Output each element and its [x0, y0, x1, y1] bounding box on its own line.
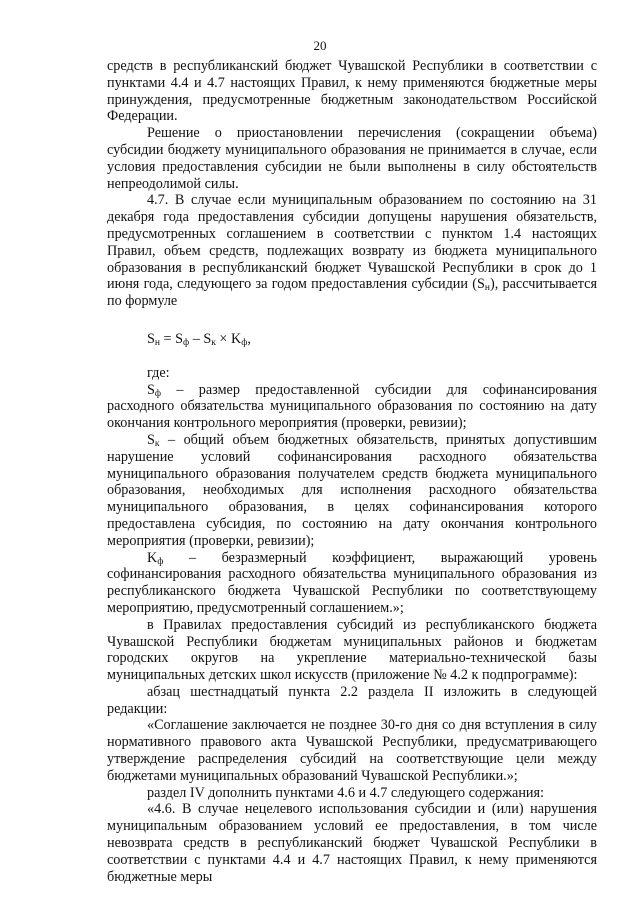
formula: $S_н = S_ф - S_к \times K_ф$,	[147, 330, 251, 348]
paragraph: Решение о приостановлении перечисления (сокращении объема) субсидии бюджету муниципального образования не принимается в случае, если условия предоставления субсидии не были выполнены в силу обстоятельств непреодолимой силы.	[107, 125, 597, 192]
paragraph-4-7: 4.7. В случае если муниципальным образованием по состоянию на 31 декабря года предоставления субсидии допущены нарушения обязательств, предусмотренных соглашением в соответствии с пунктом 1.4 настоящих Правил, объем средств, подлежащих возврату из бюджета муниципального образования в республиканский бюджет Чувашской Республики в срок до 1 июня года, следующего за годом предоставления субсидии $(S_н)$, рассчитывается по формуле	[107, 192, 597, 310]
paragraph: раздел IV дополнить пунктами 4.6 и 4.7 следующего содержания:	[147, 784, 544, 801]
paragraph: «Соглашение заключается не позднее 30-го дня со дня вступления в силу нормативного правового акта Чувашской Республики, предусматривающего утверждение распределения субсидий на соответствующие цели между бюджетами муниципальных образований Чувашской Республики.»;	[107, 717, 597, 784]
paragraph: абзац шестнадцатый пункта 2.2 раздела II изложить в следующей редакции:	[107, 683, 597, 717]
paragraph: средств в республиканский бюджет Чувашской Республики в соответствии с пунктами 4.4 и 4.7 настоящих Правил, к нему применяются бюджетные меры принуждения, предусмотренные бюджетным законодательством Российской Федерации.	[107, 58, 597, 125]
document-body	[107, 58, 597, 885]
definition-sf: $S_ф$ – размер предоставленной субсидии для софинансирования расходного обязательства муниципального образования по состоянию на дату окончания контрольного мероприятия (проверки, ревизии);	[107, 381, 597, 432]
definition-sk: $S_к$ – общий объем бюджетных обязательств, принятых допустившим нарушение условий софинансирования расходного обязательства муниципального образования получателем средств бюджета муниципального образования, необходимых для исполнения расходного обязательства муниципального образования, в целях софинансирования которого предоставлена субсидия, по состоянию на дату окончания контрольного мероприятия (проверки, ревизии);	[107, 431, 597, 549]
page-number: 20	[313, 38, 327, 53]
paragraph: где:	[147, 364, 170, 381]
paragraph: в Правилах предоставления субсидий из республиканского бюджета Чувашской Республики бюджетам муниципальных районов и бюджетам городских округов на укрепление материально-технической базы муниципальных детских школ искусств (приложение № 4.2 к подпрограмме):	[107, 616, 597, 684]
definition-kf: $K_ф$ – безразмерный коэффициент, выражающий уровень софинансирования расходного обязательства муниципального образования из республиканского бюджета Чувашской Республики по соответствующему мероприятию, предусмотренный соглашением.»;	[107, 549, 597, 616]
paragraph: «4.6. В случае нецелевого использования субсидии и (или) нарушения муниципальным образованием условий ее предоставления, в том числе невозврата средств в республиканский бюджет Чувашской Республики в соответствии с пунктами 4.4 и 4.7 настоящих Правил, к нему применяются бюджетные меры	[107, 801, 597, 885]
